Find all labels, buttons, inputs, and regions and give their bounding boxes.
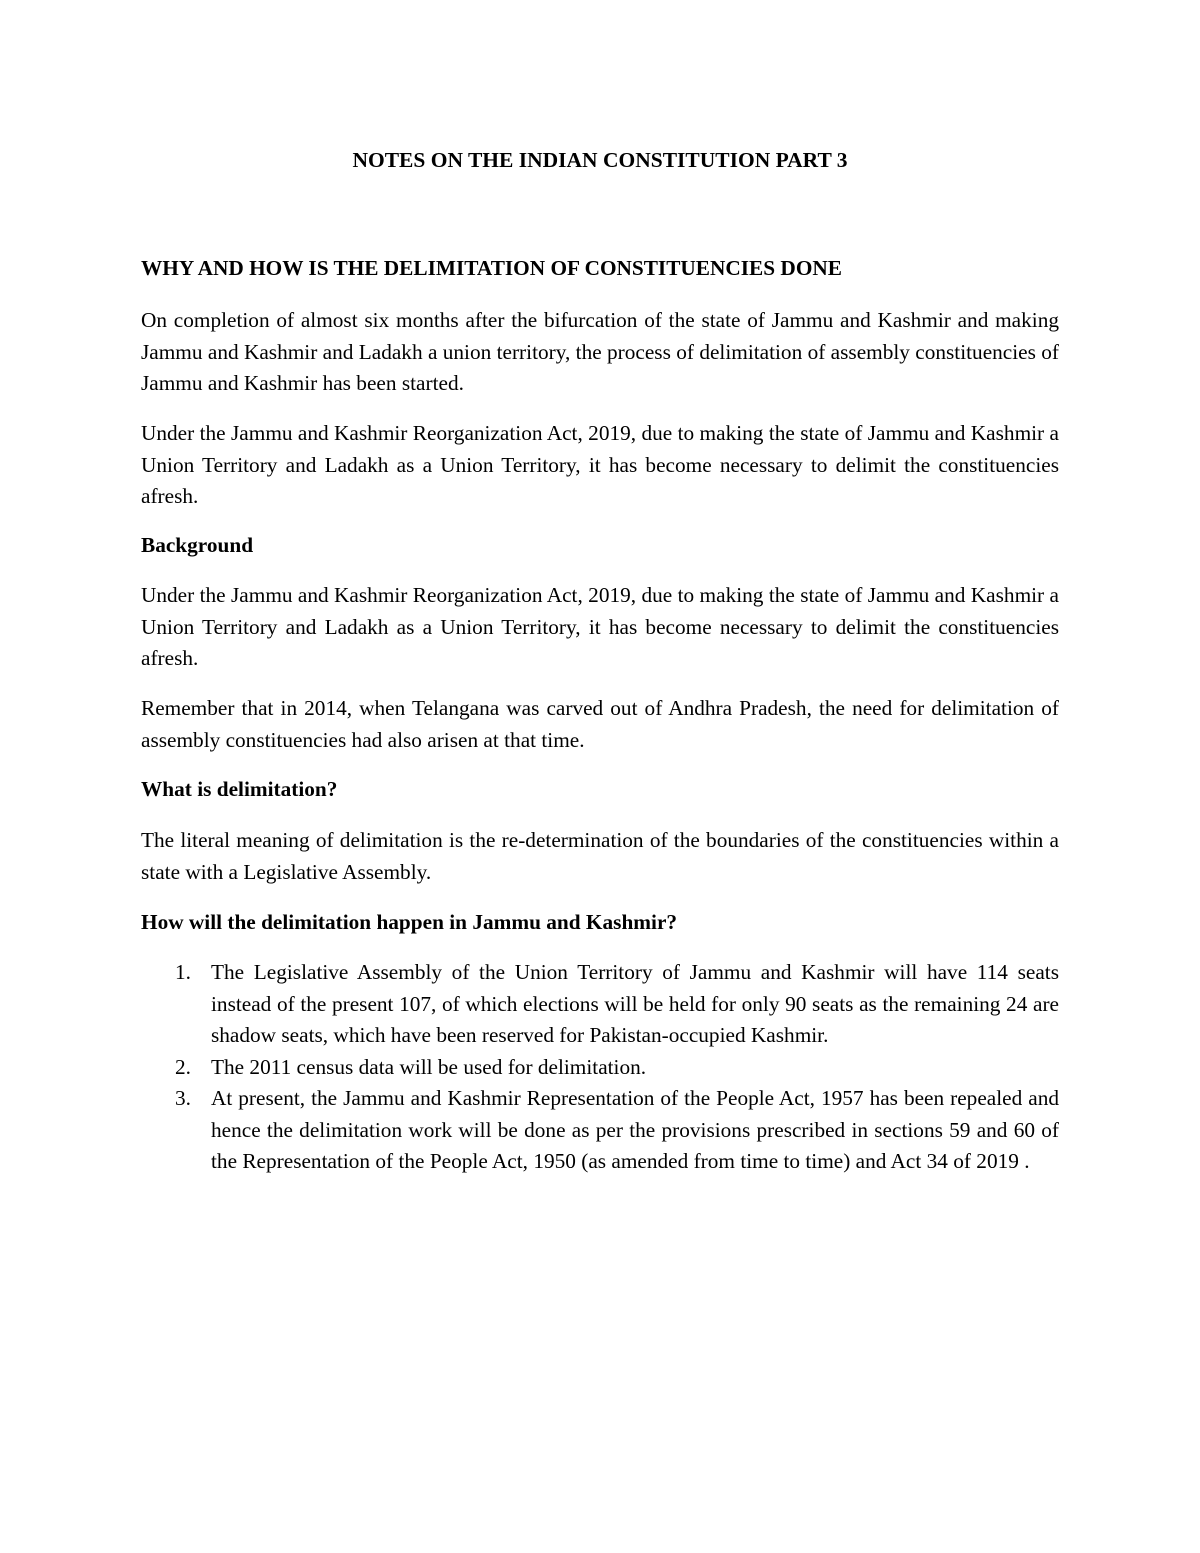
how-list (141, 957, 1059, 1178)
list-item-number: 2. (175, 1054, 191, 1079)
background-paragraph-2: Remember that in 2014, when Telangana was carved out of Andhra Pradesh, the need for delimitation of assembly constituencies had also arisen at that time. (141, 696, 1059, 752)
list-item (141, 957, 1059, 1052)
list-item-text: The 2011 census data will be used for delimitation. (211, 1054, 647, 1079)
how-heading: How will the delimitation happen in Jammu and Kashmir? (141, 910, 678, 934)
intro-paragraph-2: Under the Jammu and Kashmir Reorganization Act, 2019, due to making the state of Jammu and Kashmir a Union Territory and Ladakh as a Union Territory, it has become necessary to delimit the constituencies afresh. (141, 421, 1059, 508)
intro-paragraph-1: On completion of almost six months after the bifurcation of the state of Jammu and Kashmir and making Jammu and Kashmir and Ladakh a union territory, the process of delimitation of assembly constituencies of Jammu and Kashmir has been started. (141, 308, 1059, 395)
list-item-number: 1. (175, 960, 191, 984)
list-item (141, 1052, 1059, 1084)
background-heading: Background (141, 533, 254, 557)
document-title: NOTES ON THE INDIAN CONSTITUTION PART 3 (352, 148, 848, 172)
list-item-text: At present, the Jammu and Kashmir Representation of the People Act, 1957 has been repealed and hence the delimitation work will be done as per the provisions prescribed in sections 59 and 60 of the Representation of the People Act, 1950 (as amended from time to time) and Act 34 of 2019 . (211, 1086, 1059, 1173)
list-item (141, 1083, 1059, 1178)
list-item-number: 3. (175, 1086, 191, 1110)
what-heading: What is delimitation? (141, 777, 338, 801)
list-item-text: The Legislative Assembly of the Union Territory of Jammu and Kashmir will have 114 seats instead of the present 107, of which elections will be held for only 90 seats as the remaining 24 are shadow seats, which have been reserved for Pakistan-occupied Kashmir. (211, 960, 1059, 1047)
background-paragraph-1: Under the Jammu and Kashmir Reorganization Act, 2019, due to making the state of Jammu and Kashmir a Union Territory and Ladakh as a Union Territory, it has become necessary to delimit the constituencies afresh. (141, 583, 1059, 670)
section-heading: WHY AND HOW IS THE DELIMITATION OF CONSTITUENCIES DONE (141, 256, 842, 280)
what-paragraph: The literal meaning of delimitation is the re-determination of the boundaries of the constituencies within a state with a Legislative Assembly. (141, 828, 1059, 884)
